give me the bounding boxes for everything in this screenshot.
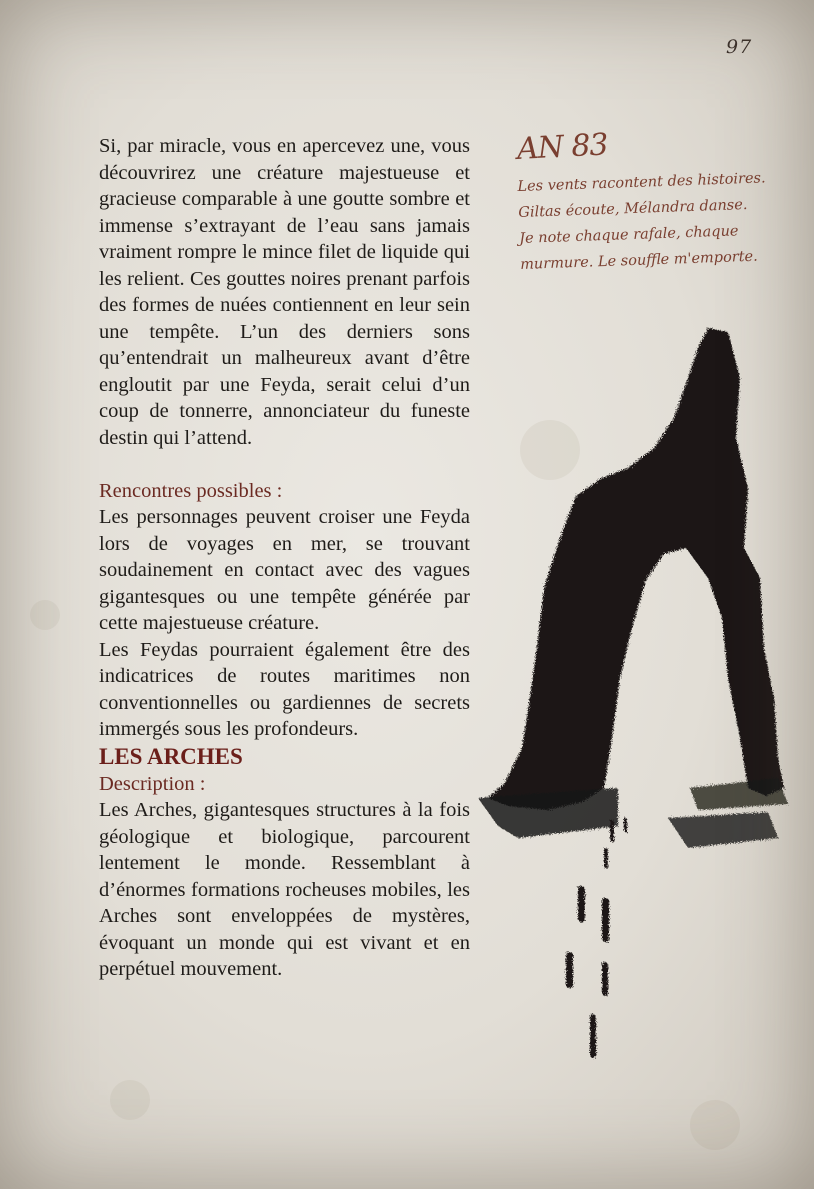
description-paragraph: Les Arches, gigantesques structures à la fois géologique et biologique, parcourent lentement le monde. Ressemblant à d’énormes formations rocheuses mobiles, les Arches sont enveloppées de mystères, évoquant un monde qui est vivant et en perpétuel mouvement. <box>99 799 470 980</box>
page-number: 97 <box>726 36 753 58</box>
paper-stain <box>30 600 60 630</box>
journal-title: AN 83 <box>516 127 609 167</box>
journal-line: Je note chaque rafale, chaque <box>518 223 739 247</box>
journal-line: murmure. Le souffle m'emporte. <box>519 248 758 273</box>
paper-stain <box>110 1080 150 1120</box>
encounters-paragraph-1: Les personnages peuvent croiser une Feyda lors de voyages en mer, se trouvant soudainement en contact avec des vagues gigantesques ou une tempête générée par cette majestueuse créature. <box>99 506 470 634</box>
journal-note <box>516 127 787 278</box>
paper-stain <box>690 1100 740 1150</box>
paragraph-gap <box>99 451 470 478</box>
arch-ink-illustration <box>478 318 798 1078</box>
section-title: LES ARCHES <box>99 743 243 769</box>
encounters-heading: Rencontres possibles : <box>99 479 283 502</box>
journal-line: Giltas écoute, Mélandra danse. <box>518 196 748 221</box>
journal-text <box>517 165 790 278</box>
main-text-column <box>99 133 470 983</box>
encounters-paragraph-2: Les Feydas pourraient également être des indicatrices de routes maritimes non conventionnelles ou gardiennes de secrets immergés sous les profondeurs. <box>99 638 470 740</box>
description-heading: Description : <box>99 772 206 795</box>
journal-line: Les vents racontent des histoires. <box>517 170 766 195</box>
intro-paragraph: Si, par miracle, vous en apercevez une, vous découvrirez une créature majestueuse et gracieuse comparable à une goutte sombre et immense s’extrayant de l’eau sans jamais vraiment rompre le mince filet de liquide qui les relient. Ces gouttes noires prenant parfois des formes de nuées contiennent en leur sein une tempête. L’un des derniers sons qu’entendrait un malheureux avant d’être engloutit par une Feyda, serait celui d’un coup de tonnerre, annonciateur du funeste destin qui l’attend. <box>99 135 470 449</box>
